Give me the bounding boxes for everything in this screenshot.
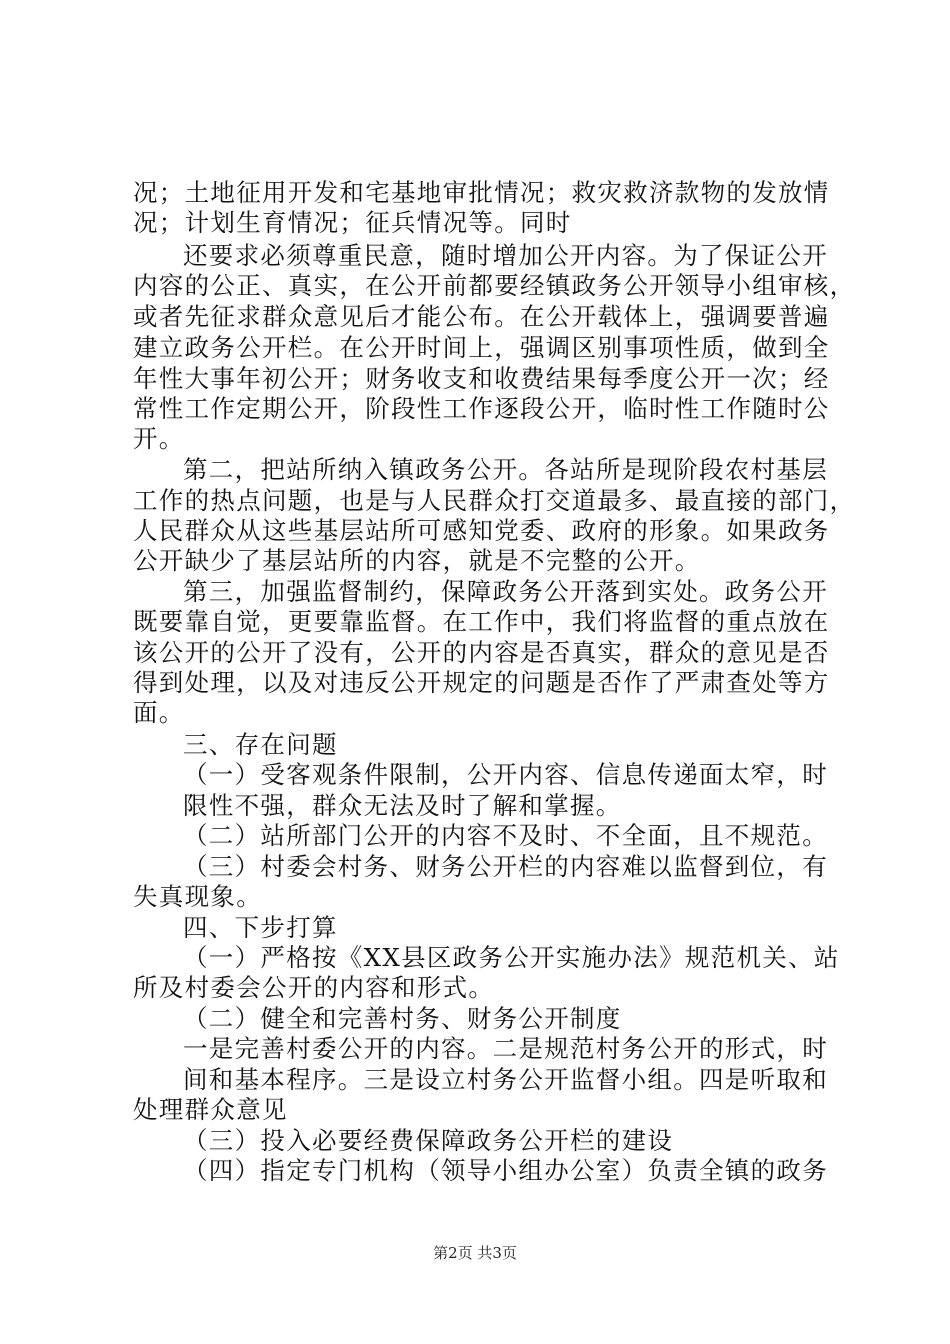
text-line: （三）投入必要经费保障政务公开栏的建设: [183, 1126, 674, 1155]
text-line: 还要求必须尊重民意，随时增加公开内容。为了保证公开: [183, 241, 828, 270]
text-line: 失真现象。: [133, 882, 262, 911]
text-line: 公开缺少了基层站所的内容，就是不完整的公开。: [133, 546, 701, 575]
text-line: 第三，加强监督制约，保障政务公开落到实处。政务公开: [183, 577, 828, 606]
text-line: 工作的热点问题，也是与人民群众打交道最多、最直接的部门，: [133, 486, 856, 515]
text-line: 所及村委会公开的内容和形式。: [133, 973, 495, 1002]
text-line: （二）站所部门公开的内容不及时、不全面，且不规范。: [183, 821, 828, 850]
text-line: （一）严格按《XX县区政务公开实施办法》规范机关、站: [183, 943, 840, 972]
text-line: 开。: [133, 424, 185, 453]
text-line: 面。: [133, 698, 185, 727]
text-line: 间和基本程序。三是设立村务公开监督小组。四是听取和: [183, 1065, 828, 1094]
text-line: 该公开的公开了没有，公开的内容是否真实，群众的意见是否: [133, 638, 830, 667]
text-line: （四）指定专门机构（领导小组办公室）负责全镇的政务: [183, 1156, 828, 1185]
text-line: 年性大事年初公开；财务收支和收费结果每季度公开一次；经: [133, 364, 830, 393]
section-heading: 四、下步打算: [183, 913, 338, 942]
text-line: 况；计划生育情况；征兵情况等。同时: [133, 208, 572, 237]
text-line: 建立政务公开栏。在公开时间上，强调区别事项性质，做到全: [133, 333, 830, 362]
text-line: 或者先征求群众意见后才能公布。在公开载体上，强调要普遍: [133, 302, 830, 331]
text-line: 内容的公正、真实，在公开前都要经镇政务公开领导小组审核，: [133, 271, 856, 300]
text-line: 得到处理，以及对违反公开规定的问题是否作了严肃查处等方: [133, 668, 830, 697]
text-line: （三）村委会村务、财务公开栏的内容难以监督到位，有: [183, 852, 828, 881]
text-line: 一是完善村委公开的内容。二是规范村务公开的形式，时: [183, 1034, 828, 1063]
text-line: 人民群众从这些基层站所可感知党委、政府的形象。如果政务: [133, 516, 830, 545]
text-line: （一）受客观条件限制，公开内容、信息传递面太窄，时: [183, 760, 828, 789]
text-line: 既要靠自觉，更要靠监督。在工作中，我们将监督的重点放在: [133, 607, 830, 636]
text-line: 况；土地征用开发和宅基地审批情况；救灾救济款物的发放情: [133, 178, 830, 207]
text-line: 处理群众意见: [133, 1095, 288, 1124]
section-heading: 三、存在问题: [183, 730, 338, 759]
text-line: 常性工作定期公开，阶段性工作逐段公开，临时性工作随时公: [133, 394, 830, 423]
text-line: 第二，把站所纳入镇政务公开。各站所是现阶段农村基层: [183, 455, 828, 484]
text-line: 限性不强，群众无法及时了解和掌握。: [183, 791, 622, 820]
page-number-footer: 第2页 共3页: [433, 1244, 517, 1262]
text-line: （二）健全和完善村务、财务公开制度: [183, 1004, 622, 1033]
